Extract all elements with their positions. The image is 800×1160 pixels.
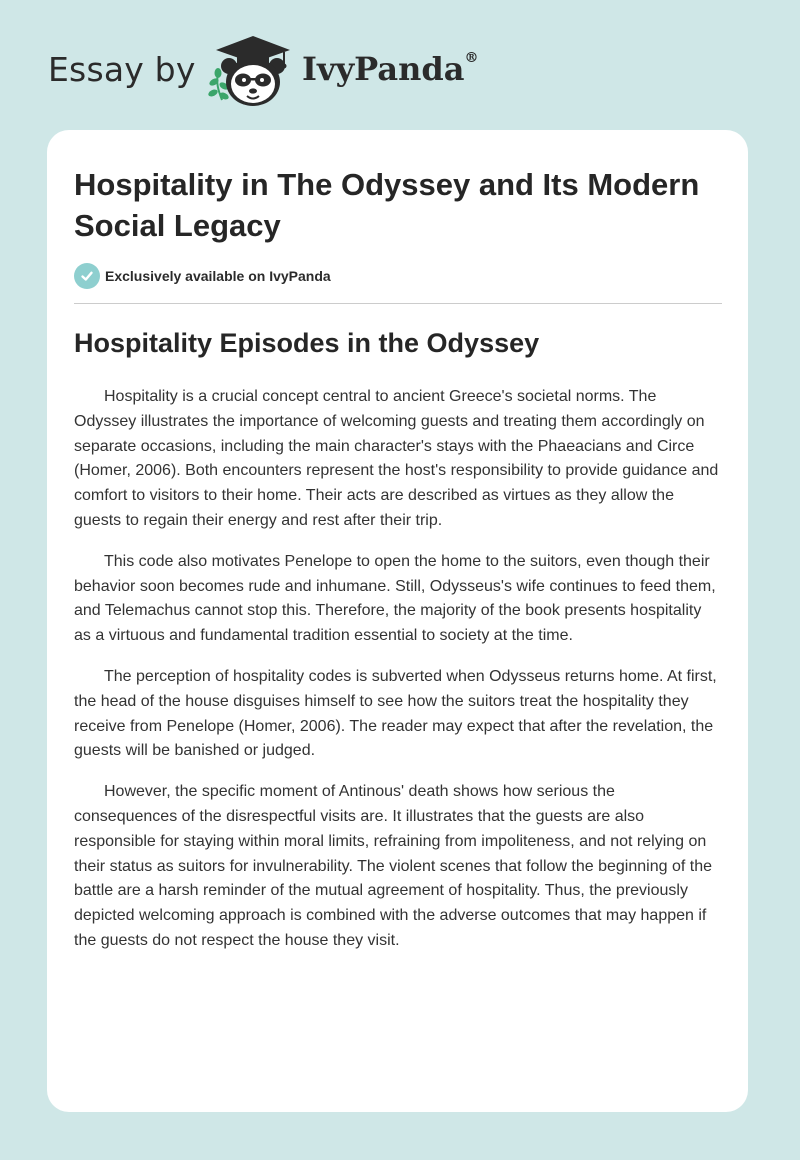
- registered-mark: ®: [464, 50, 479, 66]
- panda-graduate-icon[interactable]: [202, 32, 296, 108]
- paragraph: However, the specific moment of Antinous' death shows how serious the consequences of the disrespectful visits are. It illustrates that the guests are also responsible for staying within moral limits, refraining from impoliteness, and not relying on their status as suitors for invulnerability. The violent scenes that follow the beginning of the battle are a harsh reminder of the mutual agreement of hospitality. Thus, the previously depicted welcoming approach is combined with the adverse outcomes that may happen if the guests do not respect the house they visit.: [74, 783, 712, 949]
- badge-text: Exclusively available on IvyPanda: [105, 268, 331, 284]
- essay-body: [74, 385, 722, 970]
- paragraph: This code also motivates Penelope to open the home to the suitors, even though their behavior soon becomes rude and inhumane. Still, Odysseus's wife continues to feed them, and Telemachus cannot stop this. Therefore, the majority of the book presents hospitality as a virtuous and fundamental tradition essential to society at the time.: [74, 552, 716, 645]
- exclusive-badge: [74, 263, 331, 289]
- divider: [74, 303, 722, 304]
- paragraph: Hospitality is a crucial concept central to ancient Greece's societal norms. The Odyssey illustrates the importance of welcoming guests and treating them accordingly on separate occasions, including the main character's stays with the Phaeacians and Circe (Homer, 2006). Both encounters represent the host's responsibility to provide guidance and comfort to visitors to their home. Their acts are described as virtues as they allow the guests to regain their energy and rest after their trip.: [74, 388, 719, 529]
- page-title: Hospitality in The Odyssey and Its Modern Social Legacy: [74, 167, 700, 243]
- brand-name-text: IvyPanda: [302, 50, 465, 88]
- check-circle-icon: [74, 263, 100, 289]
- brand-name[interactable]: [302, 50, 478, 88]
- paragraph: The perception of hospitality codes is subverted when Odysseus returns home. At first, the head of the house disguises himself to see how the suitors treat the hospitality they receive from Penelope (Homer, 2006). The reader may expect that after the revelation, the guests will be banished or judged.: [74, 667, 717, 760]
- site-header: [48, 32, 528, 108]
- essay-card: [47, 130, 748, 1112]
- brand-prefix: Essay by: [48, 50, 196, 89]
- section-heading: Hospitality Episodes in the Odyssey: [74, 328, 540, 358]
